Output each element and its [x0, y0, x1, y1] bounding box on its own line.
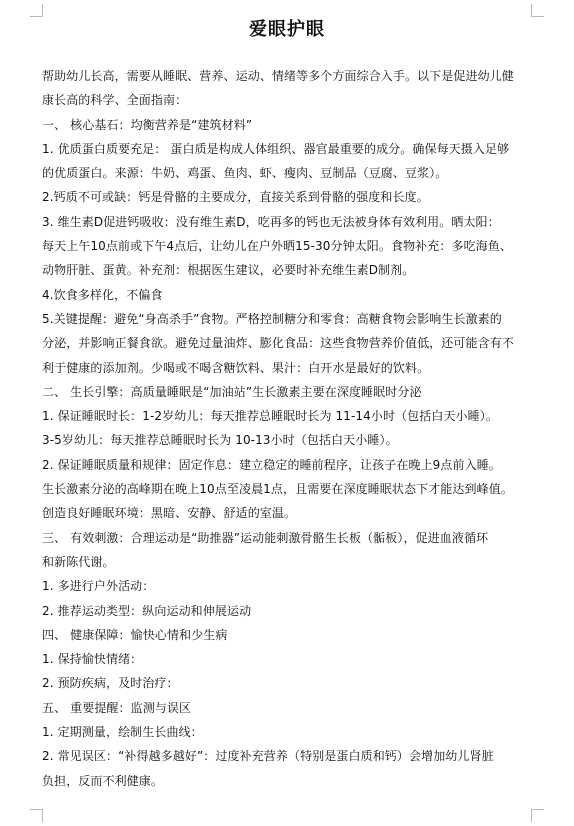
body-line: 帮助幼儿长高，需要从睡眠、营养、运动、情绪等多个方面综合入手。以下是促进幼儿健 [42, 69, 514, 83]
body-line: 2. 预防疾病，及时治疗： [42, 676, 179, 691]
body-line: 2.钙质不可或缺：钙是骨骼的主要成分，直接关系到骨骼的强度和长度。 [42, 190, 429, 205]
body-line: 负担，反而不利健康。 [42, 773, 164, 788]
body-line: 2. 推荐运动类型：纵向运动和伸展运动 [42, 603, 252, 618]
body-line: 5.关键提醒：避免“身高杀手”食物。严格控制糖分和零食：高糖食物会影响生长激素的 [42, 311, 502, 326]
body-line: 2. 保证睡眠质量和规律：固定作息：建立稳定的睡前程序，让孩子在晚上9点前入睡。 [42, 457, 501, 472]
body-line: 分泌，并影响正餐食欲。避免过量油炸、膨化食品：这些食物营养价值低，还可能含有不 [42, 336, 514, 351]
section-heading: 五、 重要提醒：监测与误区 [42, 700, 192, 715]
body-line: 3. 维生素D促进钙吸收：没有维生素D，吃再多的钙也无法被身体有效利用。晒太阳： [42, 214, 500, 229]
body-line: 康长高的科学、全面指南： [42, 93, 188, 108]
body-line: 1. 多进行户外活动： [42, 579, 155, 594]
body-line: 3-5岁幼儿：每天推荐总睡眠时长为 10-13小时（包括白天小睡）。 [42, 433, 398, 448]
document-body [42, 64, 540, 793]
document-title: 爱眼护眼 [249, 19, 325, 40]
body-line: 2. 常见误区：“补得越多越好”：过度补充营养（特别是蛋白质和钙）会增加幼儿肾脏 [42, 749, 494, 764]
section-heading: 三、 有效刺激：合理运动是“助推器”运动能刺激骨骼生长板（骺板），促进血液循环 [42, 530, 489, 545]
body-line: 创造良好睡眠环境：黑暗、安静、舒适的室温。 [42, 506, 297, 521]
section-heading: 四、 健康保障：愉快心情和少生病 [42, 627, 228, 642]
body-line: 动物肝脏、蛋黄。补充剂：根据医生建议，必要时补充维生素D制剂。 [42, 263, 415, 278]
page-corner-mark [531, 4, 544, 17]
page-corner-mark [531, 809, 544, 822]
body-line: 1. 保证睡眠时长：1-2岁幼儿：每天推荐总睡眠时长为 11-14小时（包括白天小睡）。 [42, 409, 498, 424]
body-line: 利于健康的添加剂。少喝或不喝含糖饮料、果汁：白开水是最好的饮料。 [42, 360, 430, 375]
page-corner-mark [30, 4, 43, 17]
page-corner-mark [30, 809, 43, 822]
body-line: 生长激素分泌的高峰期在晚上10点至凌晨1点，且需要在深度睡眠状态下才能达到峰值。 [42, 482, 513, 497]
section-heading: 一、 核心基石：均衡营养是“建筑材料” [42, 117, 253, 132]
body-line: 1. 保持愉快情绪： [42, 652, 143, 667]
body-line: 的优质蛋白。来源：牛奶、鸡蛋、鱼肉、虾、瘦肉、豆制品（豆腐、豆浆）。 [42, 166, 448, 181]
body-line: 4.饮食多样化，不偏食 [42, 287, 163, 302]
body-line: 1. 定期测量，绘制生长曲线： [42, 725, 203, 740]
body-line: 每天上午10点前或下午4点后，让幼儿在户外晒15-30分钟太阳。食物补充：多吃海鱼、 [42, 239, 512, 254]
section-heading: 二、 生长引擎：高质量睡眠是“加油站”生长激素主要在深度睡眠时分泌 [42, 384, 422, 399]
body-line: 1. 优质蛋白质要充足： 蛋白质是构成人体组织、器官最重要的成分。确保每天摄入足够 [42, 141, 510, 156]
body-line: 和新陈代谢。 [42, 554, 115, 569]
